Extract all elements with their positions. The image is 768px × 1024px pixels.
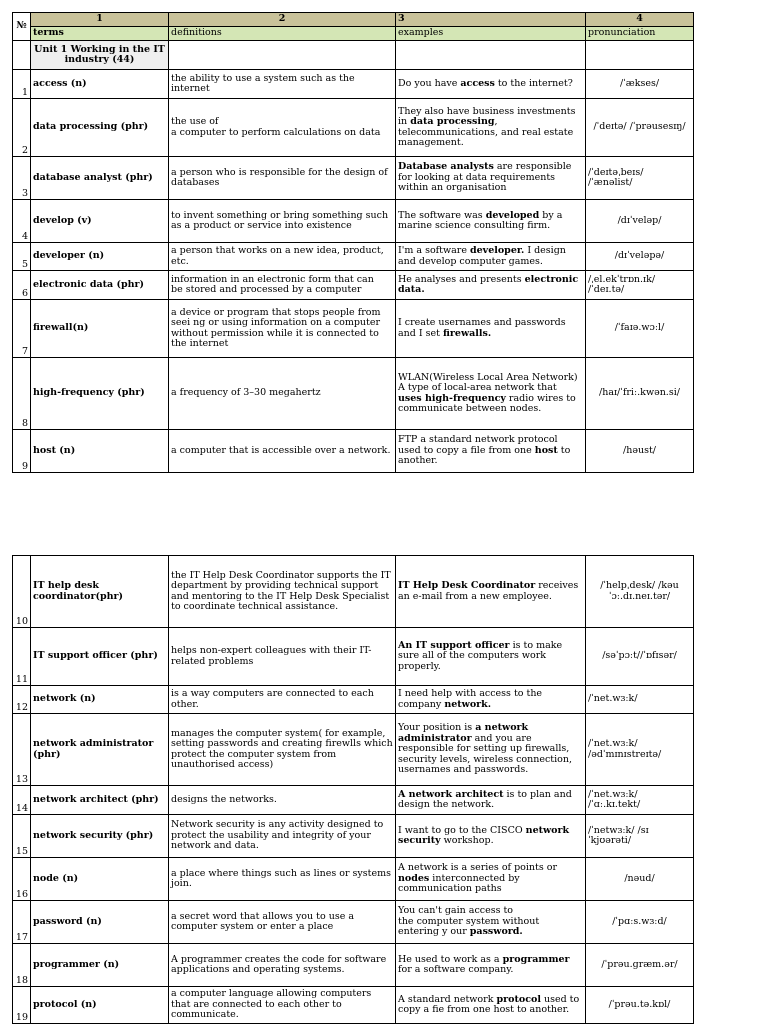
pronunciation-cell: /dɪˈveləpə/ [586,243,694,271]
definition-cell: a computer language allowing computers that are connected to each other to communicate. [169,987,396,1024]
table-row [13,70,694,99]
example-highlight: IT Help Desk Coordinator [398,580,536,591]
term-cell: network architect (phr) [31,786,169,815]
pronunciation-cell: /ˈnetwɜːk/ /sɪ ˈkjʊərəti/ [586,815,694,858]
example-highlight: password. [469,926,523,938]
example-highlight: protocol [496,993,541,1005]
unit-row-number-cell [13,41,31,70]
definition-cell: a computer that is accessible over a network. [169,430,396,473]
unit-title: Unit 1 Working in the IT industry (44) [31,41,169,70]
unit-row-empty-cell [586,41,694,70]
term-cell: programmer (n) [31,944,169,987]
definition-cell: manages the computer system( for example, setting passwords and creating firewlls which protect the computer system from unauthorised access) [169,714,396,786]
row-number: 6 [13,271,31,300]
term-cell: electronic data (phr) [31,271,169,300]
column-header-terms: terms [31,27,169,41]
term-cell: network administrator (phr) [31,714,169,786]
example-text: receives an e-mail from a new employee. [398,580,579,602]
example-cell [396,815,586,858]
term-cell: password (n) [31,901,169,944]
example-highlight: developed [485,209,540,221]
example-cell [396,157,586,200]
term-cell: database analyst (phr) [31,157,169,200]
table-row [13,556,694,628]
table-row [13,786,694,815]
pronunciation-cell: /həust/ [586,430,694,473]
unit-row-empty-cell [169,41,396,70]
row-number: 3 [13,157,31,200]
pronunciation-cell: /haɪ/ˈfriː.kwən.si/ [586,358,694,430]
table-row [13,686,694,714]
row-number: 1 [13,70,31,99]
example-highlight: host [534,444,558,456]
example-highlight: programmer [502,953,570,965]
definition-cell: designs the networks. [169,786,396,815]
row-number: 18 [13,944,31,987]
example-text: used to copy a fie from one host to another. [398,993,580,1015]
pronunciation-cell: /ˈhelpˌdesk/ /kəu ˈɔː.dɪ.neɪ.tər/ [586,556,694,628]
example-text: interconnected by communication paths [398,872,520,895]
example-cell [396,628,586,686]
row-number: 15 [13,815,31,858]
term-cell: node (n) [31,858,169,901]
table-row [13,430,694,473]
example-text: I want to go to the CISCO [398,824,526,836]
example-highlight: network. [444,698,492,710]
example-text: A standard network [398,993,497,1005]
definition-cell: a person who is responsible for the design of databases [169,157,396,200]
row-number: 17 [13,901,31,944]
example-text: is to plan and design the network. [398,788,572,810]
pronunciation-cell: /ˈnet.wɜːk/ /ˈɑː.kɪ.tekt/ [586,786,694,815]
table-row [13,271,694,300]
table-row [13,944,694,987]
term-cell: access (n) [31,70,169,99]
definition-cell: a person that works on a new idea, product, etc. [169,243,396,271]
table-row [13,858,694,901]
definition-cell: a place where things such as lines or systems join. [169,858,396,901]
term-cell: high-frequency (phr) [31,358,169,430]
column-name-row [13,27,694,41]
row-number: 19 [13,987,31,1024]
example-text: to another. [398,444,571,467]
definition-cell: the ability to use a system such as the internet [169,70,396,99]
definition-cell: is a way computers are connected to each other. [169,686,396,714]
example-text: are responsible for looking at data requirements within an organisation [398,161,572,194]
pronunciation-cell: /ˈnet.wɜːk/ /ədˈmɪnɪstreɪtə/ [586,714,694,786]
column-number-1: 1 [31,13,169,27]
pronunciation-cell: /nəud/ [586,858,694,901]
example-cell [396,686,586,714]
term-cell: firewall(n) [31,300,169,358]
definition-cell: a device or program that stops people from seei ng or using information on a computer without permission while it is connected to the internet [169,300,396,358]
example-cell [396,714,586,786]
definition-cell: helps non-expert colleagues with their IT-related problems [169,628,396,686]
pronunciation-cell: /ˈprəu.tə.kɒl/ [586,987,694,1024]
example-cell [396,271,586,300]
example-highlight: uses high-frequency [398,392,506,404]
example-text: , telecommunications, and real estate management. [398,116,574,148]
example-text: Your position is [398,722,476,734]
example-text: The software was [398,209,486,221]
row-number: 10 [13,556,31,628]
example-cell [396,786,586,815]
example-text: Do you have [398,77,461,89]
example-text: and you are responsible for setting up firewalls, security levels, wireless connection, usernames and passwords. [398,732,573,776]
term-cell: develop (v) [31,200,169,243]
example-text: FTP a standard network protocol used to copy a file from one [398,434,558,456]
example-highlight: firewalls. [443,327,492,339]
glossary-table-1 [12,12,694,473]
example-text: They also have business investments in [398,105,576,127]
table-row [13,99,694,157]
example-text: I design and develop computer games. [398,245,566,267]
example-cell [396,300,586,358]
pronunciation-cell: /ˌel.ekˈtrɒn.ɪk/ /ˈdeɪ.tə/ [586,271,694,300]
definition-cell: Network security is any activity designed to protect the usability and integrity of your network and data. [169,815,396,858]
example-cell [396,987,586,1024]
pronunciation-cell: /ˈprəu.græm.ər/ [586,944,694,987]
example-highlight: electronic data. [398,273,579,295]
row-number: 9 [13,430,31,473]
row-number: 16 [13,858,31,901]
row-number: 14 [13,786,31,815]
term-cell: network security (phr) [31,815,169,858]
term-cell: developer (n) [31,243,169,271]
definition-cell: information in an electronic form that can be stored and processed by a computer [169,271,396,300]
row-number: 11 [13,628,31,686]
column-number-3: 3 [396,13,586,27]
term-cell: data processing (phr) [31,99,169,157]
example-cell [396,430,586,473]
example-cell [396,200,586,243]
term-cell: host (n) [31,430,169,473]
table-row [13,714,694,786]
table-row [13,200,694,243]
example-cell [396,858,586,901]
example-highlight: access [460,77,495,89]
row-number: 2 [13,99,31,157]
example-highlight: An IT support officer [398,639,510,651]
definition-cell: the IT Help Desk Coordinator supports the IT department by providing technical support and mentoring to the IT Help Desk Specialist to coordinate technical assistance. [169,556,396,628]
example-text: is to make sure all of the computers work properly. [398,639,563,672]
example-cell [396,243,586,271]
example-text: I need help with access to the company [398,688,543,710]
example-text: I create usernames and passwords and I set [398,317,566,339]
term-cell: IT support officer (phr) [31,628,169,686]
example-cell [396,358,586,430]
example-text: radio wires to communicate between nodes. [398,392,576,414]
pronunciation-cell: /ˈækses/ [586,70,694,99]
example-text: He used to work as a [398,953,503,965]
definition-cell: a secret word that allows you to use a computer system or enter a place [169,901,396,944]
table-row [13,815,694,858]
example-highlight: data processing [410,116,495,127]
pronunciation-cell: /ˈdeɪtəˌbeɪs/ /ˈænəlist/ [586,157,694,200]
example-highlight: developer. [469,245,525,256]
table-row [13,901,694,944]
column-number-4: 4 [586,13,694,27]
example-highlight: a network administrator [398,722,529,744]
table-row [13,987,694,1024]
example-text: A network is a series of points or [398,862,558,874]
example-text: WLAN(Wireless Local Area Network) A type of local-area network that [398,371,578,393]
glossary-table-2 [12,555,694,1024]
column-number-row [13,13,694,27]
example-text: workshop. [440,835,494,846]
term-cell: IT help desk coordinator(phr) [31,556,169,628]
term-cell: network (n) [31,686,169,714]
example-cell [396,944,586,987]
example-cell [396,556,586,628]
example-highlight: nodes [398,872,430,884]
example-cell [396,99,586,157]
term-cell: protocol (n) [31,987,169,1024]
column-header-examples: examples [396,27,586,41]
table-row [13,358,694,430]
example-highlight: A network architect [398,788,504,800]
example-text: by a marine science consulting firm. [398,209,563,231]
pronunciation-cell: /ˈfaɪə.wɔːl/ [586,300,694,358]
pronunciation-cell: /səˈpɔːt//ˈɒfɪsər/ [586,628,694,686]
example-cell [396,70,586,99]
table-row [13,300,694,358]
example-cell [396,901,586,944]
example-text: to the internet? [494,77,573,89]
row-number: 4 [13,200,31,243]
example-highlight: Database analysts [398,161,494,173]
pronunciation-cell: /ˈdeɪtə/ /ˈprəusesɪŋ/ [586,99,694,157]
unit-row-empty-cell [396,41,586,70]
unit-row [13,41,694,70]
example-text: I'm a software [398,245,470,256]
definition-cell: a frequency of 3–30 megahertz [169,358,396,430]
number-column-header: № [13,13,31,41]
table-row [13,628,694,686]
definition-cell: to invent something or bring something such as a product or service into existence [169,200,396,243]
row-number: 7 [13,300,31,358]
row-number: 13 [13,714,31,786]
row-number: 12 [13,686,31,714]
pronunciation-cell: /ˈnet.wɜːk/ [586,686,694,714]
row-number: 5 [13,243,31,271]
definition-cell: A programmer creates the code for software applications and operating systems. [169,944,396,987]
example-text: He analyses and presents [398,273,525,285]
example-highlight: network security [398,824,570,846]
row-number: 8 [13,358,31,430]
column-number-2: 2 [169,13,396,27]
column-header-definitions: definitions [169,27,396,41]
column-header-pronunciation: pronunciation [586,27,694,41]
example-text: for a software company. [398,964,514,975]
table-row [13,157,694,200]
definition-cell: the use of a computer to perform calculations on data [169,99,396,157]
pronunciation-cell: /ˈpɑːs.wɜːd/ [586,901,694,944]
pronunciation-cell: /dɪˈveləp/ [586,200,694,243]
example-text: You can't gain access to the computer system without entering y our [398,905,540,938]
table-row [13,243,694,271]
